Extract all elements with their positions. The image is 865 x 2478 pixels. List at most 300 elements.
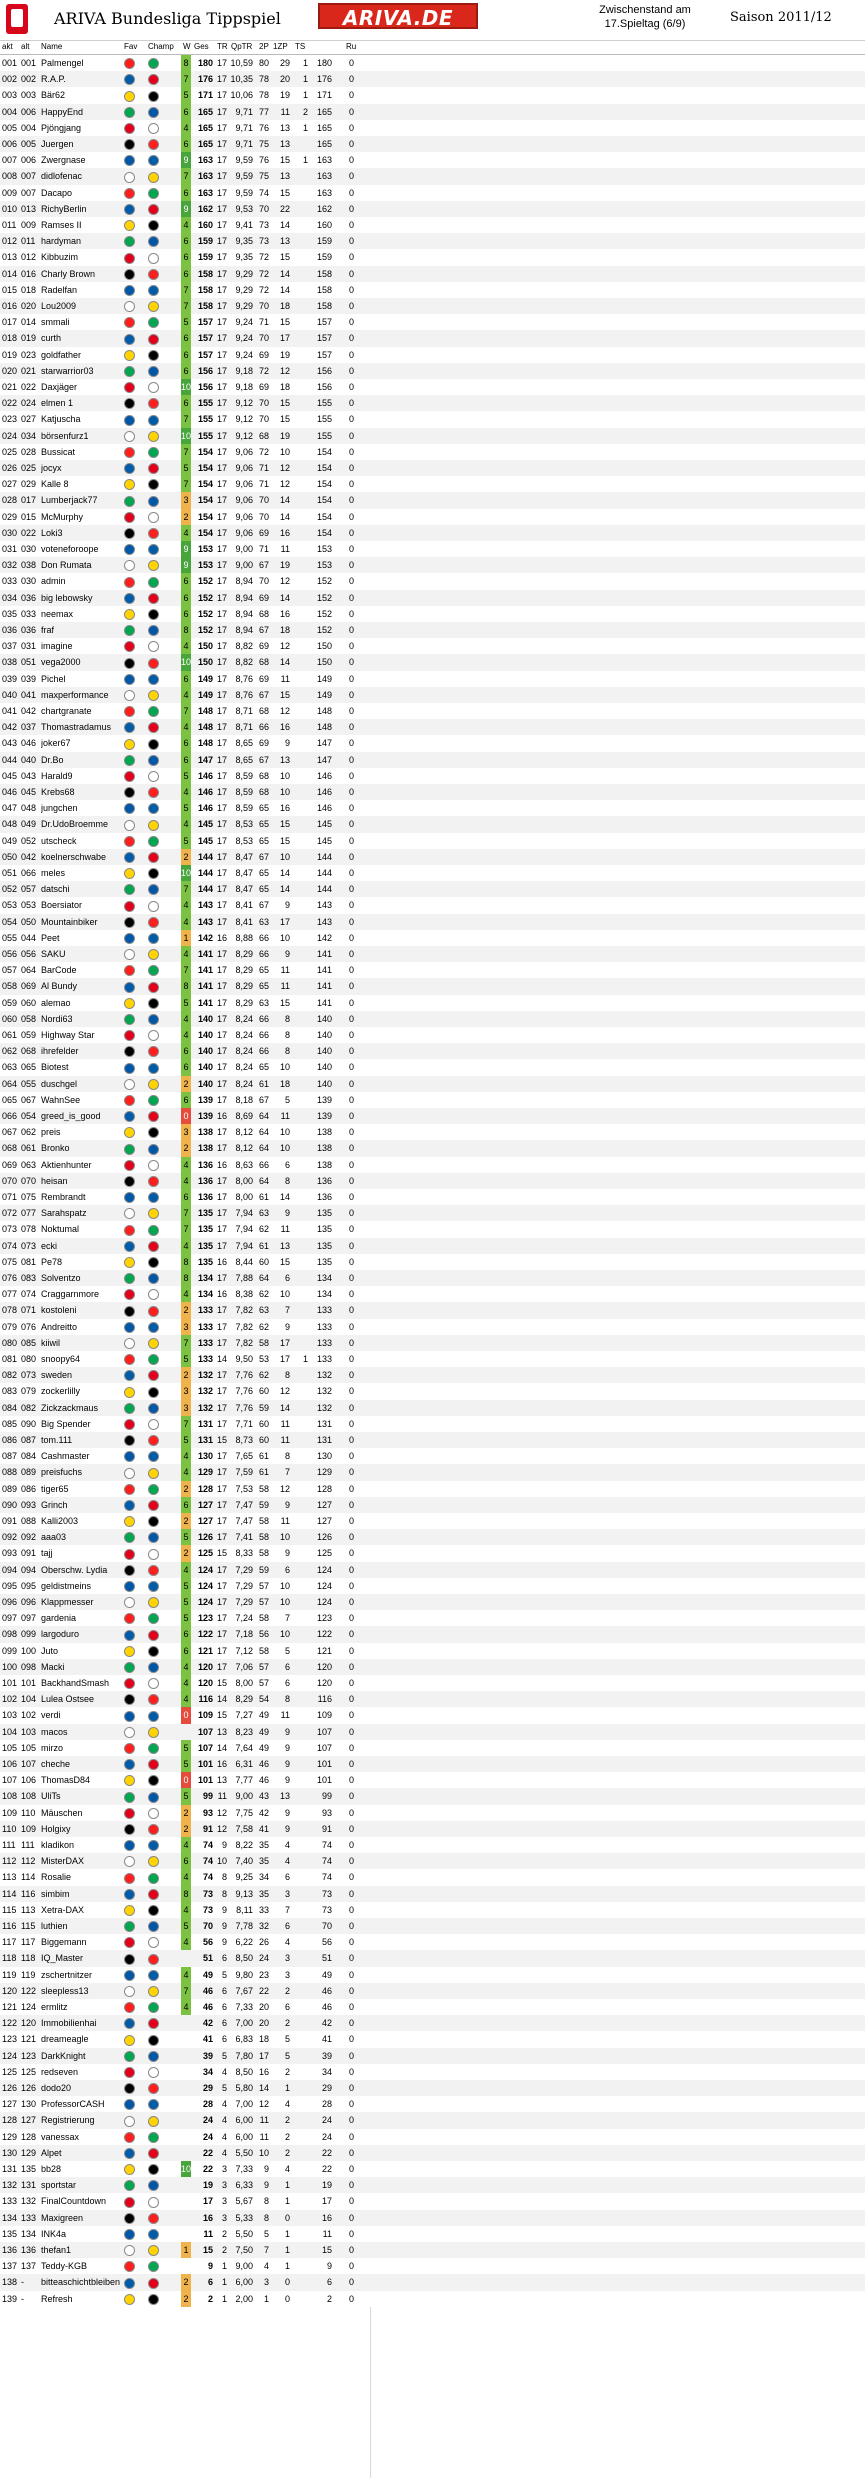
player-name-link[interactable]: Andreitto xyxy=(41,1321,78,1332)
rank-previous: 039 xyxy=(21,673,37,684)
champion-pick-icon xyxy=(148,2129,178,2145)
player-name-link[interactable]: mirzo xyxy=(41,1742,63,1753)
wins-badge: 9 xyxy=(181,152,191,168)
player-name-link[interactable]: McMurphy xyxy=(41,511,84,522)
matchday-wins xyxy=(292,1513,308,1529)
tips-count: 9 xyxy=(221,1840,227,1850)
player-name-link[interactable]: DarkKnight xyxy=(41,2050,86,2061)
player-name-link[interactable]: imagine xyxy=(41,641,73,652)
player-name-link[interactable]: fraf xyxy=(41,625,55,635)
player-name-link[interactable]: Thomastradamus xyxy=(41,722,112,733)
player-name-link[interactable]: dodo20 xyxy=(41,2083,72,2093)
player-name-link[interactable]: neemax xyxy=(41,608,74,619)
club-crest-icon xyxy=(124,398,135,409)
player-name-link[interactable]: geldistmeins xyxy=(41,1580,92,1591)
table-row xyxy=(0,1983,865,1999)
round-value: 0 xyxy=(348,398,354,409)
player-name-link[interactable]: curth xyxy=(41,333,62,344)
round-value: 0 xyxy=(348,139,354,149)
player-name-link[interactable]: Kibbuzim xyxy=(41,252,79,263)
two-point-hits: 70 xyxy=(258,414,269,425)
round-value: 0 xyxy=(348,1613,354,1624)
tips-count: 17 xyxy=(216,74,227,85)
player-name-link[interactable]: Alpet xyxy=(41,2147,62,2158)
player-name-link[interactable]: Palmengel xyxy=(41,58,84,68)
champion-pick-icon xyxy=(148,1076,178,1092)
table-row xyxy=(0,784,865,800)
club-crest-icon xyxy=(124,1954,135,1965)
player-name-link[interactable]: Holgixy xyxy=(41,1823,71,1834)
player-name-link[interactable]: dreameagle xyxy=(41,2034,89,2045)
total-points: 123 xyxy=(197,1613,213,1624)
club-crest-icon xyxy=(124,1451,135,1462)
champion-pick-icon xyxy=(148,1400,178,1416)
table-row xyxy=(0,557,865,573)
player-name-link[interactable]: Biotest xyxy=(41,1062,69,1073)
player-name-link[interactable]: goldfather xyxy=(41,349,82,360)
player-name-link[interactable]: INK4a xyxy=(41,2228,67,2239)
player-name-link[interactable]: verdi xyxy=(41,1710,61,1721)
wins-badge: 2 xyxy=(181,1302,191,1318)
points-total: 147 xyxy=(316,754,332,765)
total-points: 19 xyxy=(202,2180,213,2191)
player-name-link[interactable]: largoduro xyxy=(41,1629,80,1640)
player-name-link[interactable]: Zwergnase xyxy=(41,155,86,166)
table-header xyxy=(0,41,865,55)
player-name-link[interactable]: zockerlilly xyxy=(41,1386,81,1397)
player-name-link[interactable]: sportstar xyxy=(41,2180,77,2191)
points-total: 160 xyxy=(316,220,332,230)
two-point-hits: 58 xyxy=(258,1516,269,1526)
two-point-hits: 22 xyxy=(258,1985,269,1996)
total-points: 150 xyxy=(197,641,213,652)
table-row xyxy=(0,1513,865,1529)
player-name-link[interactable]: Pe78 xyxy=(41,1256,63,1267)
player-name-link[interactable]: luthien xyxy=(41,1921,68,1931)
table-row xyxy=(0,1286,865,1302)
rank-previous: 078 xyxy=(21,1224,37,1235)
tips-count: 15 xyxy=(216,1548,227,1559)
champion-pick-icon xyxy=(148,1043,178,1059)
player-name-link[interactable]: vanessax xyxy=(41,2131,80,2142)
player-name-link[interactable]: redseven xyxy=(41,2066,79,2077)
player-name-link[interactable]: Grinch xyxy=(41,1499,68,1510)
points-per-tip: 8,23 xyxy=(235,1726,253,1737)
one-point-hits: 11 xyxy=(280,1224,290,1235)
tips-count: 17 xyxy=(216,252,227,263)
wins-badge xyxy=(181,2015,191,2031)
rank-current: 035 xyxy=(2,608,18,619)
player-name-link[interactable]: Mountainbiker xyxy=(41,916,98,927)
player-name-link[interactable]: Krebs68 xyxy=(41,787,75,797)
wins-badge xyxy=(181,2064,191,2080)
player-name-link[interactable]: UliTs xyxy=(41,1791,61,1802)
favorite-team-icon xyxy=(124,849,140,865)
rank-current: 037 xyxy=(2,641,18,652)
player-name-link[interactable]: R.A.P. xyxy=(41,74,66,85)
player-name-link[interactable]: admin xyxy=(41,576,66,587)
player-name-link[interactable]: Dr.Bo xyxy=(41,754,64,765)
rank-previous: 130 xyxy=(21,2099,37,2110)
tips-count: 8 xyxy=(221,1888,227,1899)
player-name-link[interactable]: Lulea Ostsee xyxy=(41,1694,95,1705)
player-name-link[interactable]: meles xyxy=(41,868,66,878)
table-row xyxy=(0,217,865,233)
matchday-wins xyxy=(292,1805,308,1821)
club-crest-icon xyxy=(124,528,135,539)
player-name-link[interactable]: heisan xyxy=(41,1175,68,1186)
player-name-link[interactable]: Kalle 8 xyxy=(41,479,69,490)
player-name-link[interactable]: Cashmaster xyxy=(41,1451,90,1462)
player-name-link[interactable]: Immobilienhai xyxy=(41,2018,97,2029)
two-point-hits: 66 xyxy=(258,1159,269,1170)
player-name-link[interactable]: utscheck xyxy=(41,835,77,846)
player-name-link[interactable]: Solventzo xyxy=(41,1273,81,1283)
player-name-link[interactable]: datschi xyxy=(41,884,70,895)
player-name-link[interactable]: jocyx xyxy=(41,463,62,473)
player-name-link[interactable]: ThomasD84 xyxy=(41,1775,91,1786)
player-name-link[interactable]: Refresh xyxy=(41,2293,73,2304)
player-name-link[interactable]: Bär62 xyxy=(41,90,66,101)
player-name-link[interactable]: Lumberjack77 xyxy=(41,495,98,506)
player-name-link[interactable]: Xetra-DAX xyxy=(41,1904,85,1915)
player-name-link[interactable]: elmen 1 xyxy=(41,398,74,409)
rank-current: 122 xyxy=(2,2018,18,2029)
player-name-link[interactable]: alemao xyxy=(41,997,71,1008)
matchday-wins xyxy=(292,1578,308,1594)
champion-pick-icon xyxy=(148,2048,178,2064)
tips-count: 12 xyxy=(216,1807,227,1818)
round-value: 0 xyxy=(348,2228,354,2239)
wins-badge: 4 xyxy=(181,816,191,832)
player-name-link[interactable]: cheche xyxy=(41,1759,71,1769)
rank-previous: 099 xyxy=(21,1629,37,1640)
two-point-hits: 54 xyxy=(258,1694,269,1705)
rank-previous: 017 xyxy=(21,495,37,506)
player-name-link[interactable]: Bussicat xyxy=(41,446,76,457)
player-name-link[interactable]: Ramses II xyxy=(41,220,82,230)
player-name-link[interactable]: Harald9 xyxy=(41,770,73,781)
player-name-link[interactable]: Juto xyxy=(41,1645,59,1656)
player-name-link[interactable]: Charly Brown xyxy=(41,268,96,279)
rank-current: 137 xyxy=(2,2261,18,2272)
total-points: 42 xyxy=(202,2018,213,2029)
points-per-tip: 7,00 xyxy=(235,2018,253,2029)
club-crest-icon xyxy=(148,1111,159,1122)
wins-badge: 5 xyxy=(181,1578,191,1594)
two-point-hits: 69 xyxy=(258,673,269,684)
player-name-link[interactable]: Sarahspatz xyxy=(41,1208,87,1219)
tips-count: 17 xyxy=(216,997,227,1008)
rank-current: 081 xyxy=(2,1354,18,1364)
player-name-link[interactable]: Don Rumata xyxy=(41,560,92,571)
player-name-link[interactable]: Dr.UdoBroemme xyxy=(41,819,109,830)
player-name-link[interactable]: MisterDAX xyxy=(41,1856,85,1867)
player-name-link[interactable]: ecki xyxy=(41,1240,58,1251)
one-point-hits: 19 xyxy=(279,430,290,441)
rank-previous: 088 xyxy=(21,1516,37,1526)
club-crest-icon xyxy=(124,2035,135,2046)
points-per-tip: 7,82 xyxy=(235,1337,253,1348)
wins-badge: 6 xyxy=(181,233,191,249)
two-point-hits: 9 xyxy=(263,2164,269,2174)
rank-previous: 124 xyxy=(21,2002,37,2012)
champion-pick-icon xyxy=(148,217,178,233)
total-points: 127 xyxy=(197,1516,213,1526)
points-per-tip: 8,73 xyxy=(235,1435,253,1445)
wins-badge: 6 xyxy=(181,752,191,768)
matchday-wins xyxy=(292,1092,308,1108)
points-total: 159 xyxy=(316,236,332,247)
table-row xyxy=(0,2112,865,2128)
two-point-hits: 68 xyxy=(258,787,269,797)
points-per-tip: 8,12 xyxy=(235,1127,253,1138)
favorite-team-icon xyxy=(124,2193,140,2209)
player-name-link[interactable]: Pjöngjang xyxy=(41,122,82,133)
player-name-link[interactable]: koelnerschwabe xyxy=(41,851,107,862)
player-name-link[interactable]: joker67 xyxy=(41,738,71,749)
player-name-link[interactable]: Kalli2003 xyxy=(41,1516,79,1526)
player-name-link[interactable]: Lou2009 xyxy=(41,301,77,311)
player-name-link[interactable]: bitteaschichtbleiben xyxy=(41,2277,121,2288)
player-name-link[interactable]: starwarrior03 xyxy=(41,365,94,376)
player-name-link[interactable]: Aktienhunter xyxy=(41,1159,92,1170)
player-name-link[interactable]: Oberschw. Lydia xyxy=(41,1564,108,1575)
one-point-hits: 8 xyxy=(284,1013,290,1024)
player-name-link[interactable]: ihrefelder xyxy=(41,1046,79,1057)
round-value: 0 xyxy=(348,2147,354,2158)
table-row xyxy=(0,395,865,411)
player-name-link[interactable]: didlofenac xyxy=(41,171,83,182)
player-name-link[interactable]: duschgel xyxy=(41,1078,78,1089)
player-name-link[interactable]: FinalCountdown xyxy=(41,2196,107,2207)
player-name-link[interactable]: Macki xyxy=(41,1661,65,1672)
club-crest-icon xyxy=(124,706,135,717)
two-point-hits: 72 xyxy=(258,446,269,457)
wins-badge: 1 xyxy=(181,930,191,946)
two-point-hits: 68 xyxy=(258,608,269,619)
table-row xyxy=(0,768,865,784)
player-name-link[interactable]: kladikon xyxy=(41,1840,75,1850)
round-value: 0 xyxy=(348,1791,354,1802)
player-name-link[interactable]: zschertnitzer xyxy=(41,1969,93,1980)
matchday-wins xyxy=(292,201,308,217)
player-name-link[interactable]: Biggemann xyxy=(41,1937,87,1948)
player-name-link[interactable]: RichyBerlin xyxy=(41,203,87,214)
player-name-link[interactable]: WahnSee xyxy=(41,1094,81,1105)
round-value: 0 xyxy=(348,1904,354,1915)
player-name-link[interactable]: kiiwil xyxy=(41,1337,60,1348)
player-name-link[interactable]: sweden xyxy=(41,1370,73,1381)
rank-previous: 075 xyxy=(21,1192,37,1202)
rank-current: 032 xyxy=(2,560,18,571)
player-name-link[interactable]: preisfuchs xyxy=(41,1467,83,1478)
player-name-link[interactable]: Radelfan xyxy=(41,284,78,295)
player-name-link[interactable]: Daxjäger xyxy=(41,382,78,392)
favorite-team-icon xyxy=(124,638,140,654)
player-name-link[interactable]: Loki3 xyxy=(41,527,63,538)
col-champ: Champ xyxy=(148,42,174,51)
player-name-link[interactable]: tiger65 xyxy=(41,1483,69,1494)
total-points: 101 xyxy=(197,1775,213,1786)
player-name-link[interactable]: voteneforoope xyxy=(41,544,99,554)
player-name-link[interactable]: Mäuschen xyxy=(41,1807,83,1818)
total-points: 152 xyxy=(197,576,213,587)
club-crest-icon xyxy=(124,722,135,733)
player-name-link[interactable]: snoopy64 xyxy=(41,1354,81,1364)
round-value: 0 xyxy=(348,1013,354,1024)
ariva-logo[interactable]: ARIVA.DE xyxy=(318,3,478,29)
rank-current: 093 xyxy=(2,1548,18,1559)
total-points: 159 xyxy=(197,236,213,247)
points-total: 24 xyxy=(321,2115,332,2126)
player-name-link[interactable]: Dacapo xyxy=(41,187,73,198)
points-total: 42 xyxy=(321,2018,332,2029)
favorite-team-icon xyxy=(124,1157,140,1173)
one-point-hits: 10 xyxy=(279,1597,290,1607)
player-name-link[interactable]: Nordi63 xyxy=(41,1013,73,1024)
club-crest-icon xyxy=(124,1613,135,1624)
player-name-link[interactable]: BackhandSmash xyxy=(41,1678,110,1688)
player-name-link[interactable]: Klappmesser xyxy=(41,1597,94,1607)
club-crest-icon xyxy=(124,1856,135,1867)
one-point-hits: 4 xyxy=(284,2164,290,2174)
player-name-link[interactable]: Noktumal xyxy=(41,1224,80,1235)
player-name-link[interactable]: gardenia xyxy=(41,1613,77,1624)
round-value: 0 xyxy=(348,1337,354,1348)
wins-badge: 5 xyxy=(181,1918,191,1934)
champion-pick-icon xyxy=(148,833,178,849)
player-name-link[interactable]: Al Bundy xyxy=(41,981,78,992)
player-name-link[interactable]: börsenfurz1 xyxy=(41,430,89,441)
two-point-hits: 65 xyxy=(258,868,269,878)
tips-count: 5 xyxy=(221,2050,227,2061)
two-point-hits: 72 xyxy=(258,365,269,376)
matchday-wins xyxy=(292,1481,308,1497)
player-name-link[interactable]: greed_is_good xyxy=(41,1111,101,1121)
player-name-link[interactable]: chartgranate xyxy=(41,706,92,716)
two-point-hits: 60 xyxy=(258,1256,269,1267)
total-points: 152 xyxy=(197,608,213,619)
one-point-hits: 12 xyxy=(279,706,290,716)
total-points: 99 xyxy=(202,1791,213,1802)
points-per-tip: 8,59 xyxy=(235,787,253,797)
points-total: 143 xyxy=(316,900,332,911)
player-name-link[interactable]: simbim xyxy=(41,1888,70,1899)
one-point-hits: 15 xyxy=(279,689,290,700)
player-name-link[interactable]: tom.111 xyxy=(41,1435,73,1445)
rank-previous: 034 xyxy=(21,430,37,441)
rank-previous: 002 xyxy=(21,74,37,85)
status-line-2: 17.Spieltag (6/9) xyxy=(604,18,686,30)
rank-current: 027 xyxy=(2,479,18,490)
player-name-link[interactable]: Highway Star xyxy=(41,1030,95,1040)
player-name-link[interactable]: Juergen xyxy=(41,139,74,149)
points-per-tip: 8,24 xyxy=(235,1062,253,1073)
player-name-link[interactable]: Rosalie xyxy=(41,1872,72,1883)
player-name-link[interactable]: aaa03 xyxy=(41,1532,67,1543)
player-name-link[interactable]: jungchen xyxy=(41,803,78,814)
col-1zp: 1ZP xyxy=(273,42,288,51)
champion-pick-icon xyxy=(148,1140,178,1156)
table-row xyxy=(0,1740,865,1756)
club-crest-icon xyxy=(148,155,159,166)
player-name-link[interactable]: Big Spender xyxy=(41,1418,91,1429)
round-value: 0 xyxy=(348,106,354,117)
player-name-link[interactable]: BarCode xyxy=(41,965,77,976)
round-value: 0 xyxy=(348,2115,354,2126)
player-name-link[interactable]: hardyman xyxy=(41,236,82,247)
player-name-link[interactable]: big lebowsky xyxy=(41,592,93,603)
round-value: 0 xyxy=(348,2245,354,2255)
round-value: 0 xyxy=(348,706,354,716)
club-crest-icon xyxy=(148,431,159,442)
player-name-link[interactable]: maxperformance xyxy=(41,689,109,700)
wins-badge: 4 xyxy=(181,1011,191,1027)
player-name-link[interactable]: Zickzackmaus xyxy=(41,1402,99,1413)
player-name-link[interactable]: Maxigreen xyxy=(41,2212,84,2223)
favorite-team-icon xyxy=(124,185,140,201)
wins-badge: 2 xyxy=(181,1513,191,1529)
player-name-link[interactable]: Teddy-KGB xyxy=(41,2261,88,2272)
favorite-team-icon xyxy=(124,314,140,330)
player-name-link[interactable]: Peet xyxy=(41,932,60,943)
player-name-link[interactable]: vega2000 xyxy=(41,657,81,668)
player-name-link[interactable]: preis xyxy=(41,1127,61,1138)
wins-badge xyxy=(181,1950,191,1966)
tips-count: 17 xyxy=(216,495,227,506)
player-name-link[interactable]: Registrierung xyxy=(41,2115,95,2126)
club-crest-icon xyxy=(124,1370,135,1381)
tips-count: 17 xyxy=(216,1418,227,1429)
one-point-hits: 11 xyxy=(280,1710,290,1721)
total-points: 132 xyxy=(197,1370,213,1381)
tips-count: 4 xyxy=(221,2131,227,2142)
rank-current: 077 xyxy=(2,1289,18,1300)
rank-previous: 057 xyxy=(21,884,37,895)
matchday-wins xyxy=(292,1254,308,1270)
player-name-link[interactable]: Pichel xyxy=(41,673,66,684)
player-name-link[interactable]: Katjuscha xyxy=(41,414,81,425)
player-name-link[interactable]: IQ_Master xyxy=(41,1953,84,1964)
player-name-link[interactable]: Bronko xyxy=(41,1143,70,1154)
club-crest-icon xyxy=(124,1873,135,1884)
player-name-link[interactable]: thefan1 xyxy=(41,2245,72,2255)
player-name-link[interactable]: SAKU xyxy=(41,949,66,959)
player-name-link[interactable]: Rembrandt xyxy=(41,1192,86,1202)
total-points: 144 xyxy=(197,884,213,895)
round-value: 0 xyxy=(348,90,354,101)
player-name-link[interactable]: kostoleni xyxy=(41,1305,77,1316)
tips-count: 17 xyxy=(216,139,227,149)
club-crest-icon xyxy=(124,2099,135,2110)
player-name-link[interactable]: tajj xyxy=(41,1548,53,1559)
player-name-link[interactable]: sleepless13 xyxy=(41,1985,89,1996)
champion-pick-icon xyxy=(148,1221,178,1237)
player-name-link[interactable]: smmali xyxy=(41,317,70,328)
club-crest-icon xyxy=(148,91,159,102)
matchday-wins xyxy=(292,1157,308,1173)
player-name-link[interactable]: ProfessorCASH xyxy=(41,2099,105,2110)
total-points: 160 xyxy=(197,220,213,230)
player-name-link[interactable]: Craggarnmore xyxy=(41,1289,100,1300)
player-name-link[interactable]: Boersiator xyxy=(41,900,83,911)
player-name-link[interactable]: macos xyxy=(41,1726,68,1737)
points-total: 150 xyxy=(316,657,332,668)
player-name-link[interactable]: ermlitz xyxy=(41,2002,68,2012)
player-name-link[interactable]: HappyEnd xyxy=(41,106,84,117)
player-name-link[interactable]: bb28 xyxy=(41,2164,62,2174)
